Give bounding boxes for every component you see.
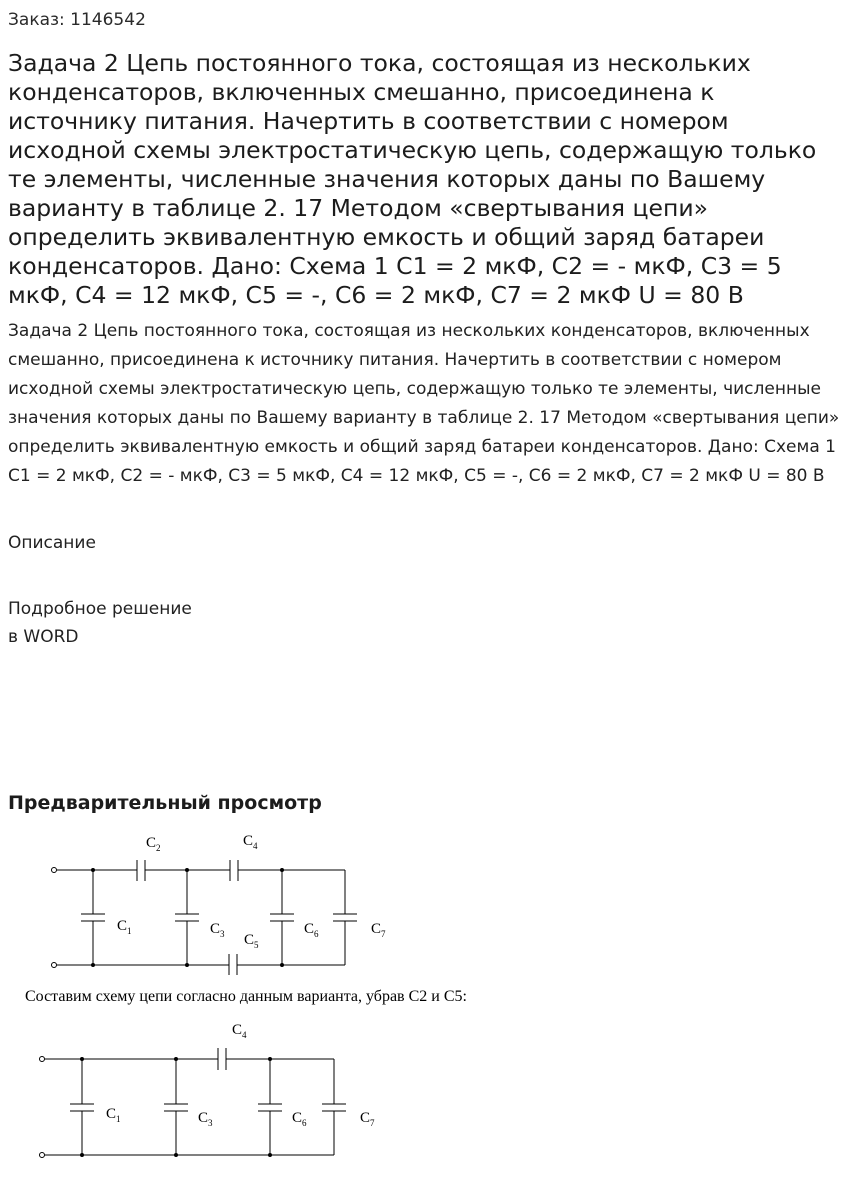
label-c6: $C_6$	[292, 1110, 307, 1128]
terminal-bottom	[52, 963, 57, 968]
label-c3: $C_3$	[198, 1110, 213, 1128]
solution-line-1: Подробное решение	[8, 599, 192, 619]
solution-line-2: в WORD	[8, 627, 79, 647]
terminal-top	[52, 868, 57, 873]
description-heading: Описание	[8, 533, 96, 553]
preview-caption: Составим схему цепи согласно данным варианта, убрав С2 и С5:	[25, 988, 467, 1005]
task-description: Задача 2 Цепь постоянного тока, состоящая из нескольких конденсаторов, включенных смешанно, присоединена к источнику питания. Начертить в соответствии с номером исходной схемы электростатическую цепь, содержащую только те элементы, численные значения которых даны по Вашему варианту в таблице 2. 17 Методом «свертывания цепи» определить эквивалентную емкость и общий заряд батареи конденсаторов. Дано: Схема 1 С1 = 2 мкФ, С2 = - мкФ, С3 = 5 мкФ, С4 = 12 мкФ, С5 = -, С6 = 2 мкФ, С7 = 2 мкФ U = 80 В	[8, 321, 840, 486]
label-c4: $C_4$	[243, 833, 258, 851]
label-c5: $C_5$	[244, 932, 259, 950]
terminal-top	[40, 1057, 45, 1062]
solution-note	[8, 595, 192, 651]
label-c1: $C_1$	[106, 1106, 121, 1124]
preview-heading: Предварительный просмотр	[8, 792, 322, 814]
label-c3: $C_3$	[210, 921, 225, 939]
label-c6: $C_6$	[304, 921, 319, 939]
label-c1: $C_1$	[117, 918, 132, 936]
label-c7: $C_7$	[371, 921, 386, 939]
order-number: Заказ: 1146542	[8, 10, 146, 30]
task-title: Задача 2 Цепь постоянного тока, состоящая из нескольких конденсаторов, включенных смешанно, присоединена к источнику питания. Начертить в соответствии с номером исходной схемы электростатическую цепь, содержащую только те элементы, численные значения которых даны по Вашему варианту в таблице 2. 17 Методом «свертывания цепи» определить эквивалентную емкость и общий заряд батареи конденсаторов. Дано: Схема 1 С1 = 2 мкФ, С2 = - мкФ, С3 = 5 мкФ, С4 = 12 мкФ, С5 = -, С6 = 2 мкФ, С7 = 2 мкФ U = 80 В	[8, 49, 817, 309]
label-c7: $C_7$	[360, 1110, 375, 1128]
terminal-bottom	[40, 1153, 45, 1158]
label-c4: $C_4$	[232, 1022, 247, 1040]
label-c2: $C_2$	[146, 835, 161, 853]
